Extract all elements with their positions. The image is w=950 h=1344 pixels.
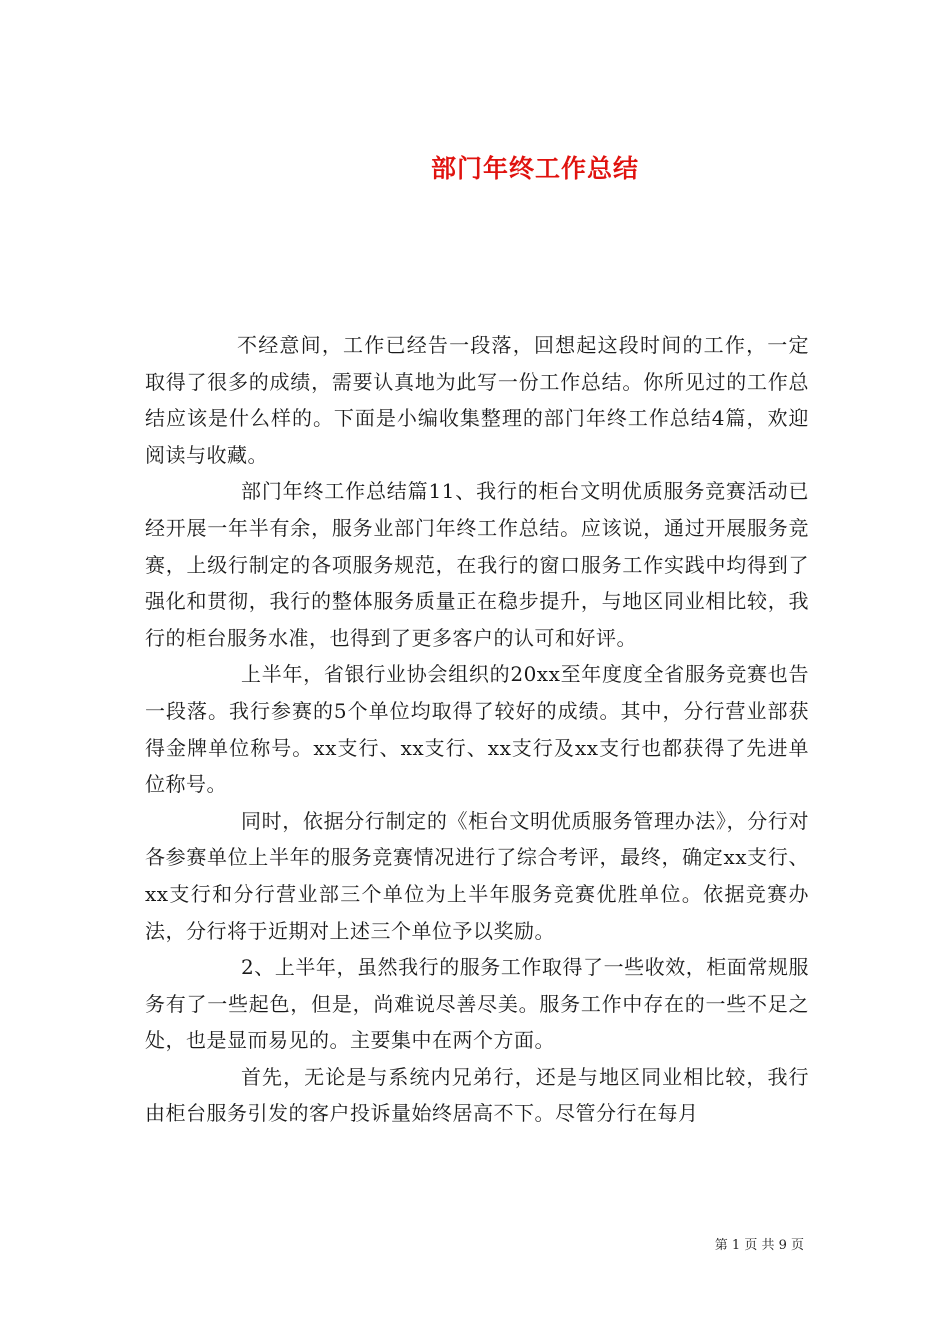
paragraph-4: 2、上半年，虽然我行的服务工作取得了一些收效，柜面常规服务有了一些起色，但是，尚难说尽善尽美。服务工作中存在的一些不足之处，也是显而易见的。主要集中在两个方面。 (145, 955, 809, 1053)
page-number-footer: 第 1 页 共 9 页 (714, 1238, 804, 1253)
paragraph-intro: 不经意间，工作已经告一段落，回想起这段时间的工作，一定取得了很多的成绩，需要认真地为此写一份工作总结。你所见过的工作总结应该是什么样的。下面是小编收集整理的部门年终工作总结4篇，欢迎阅读与收藏。 (145, 333, 809, 467)
paragraph-3: 同时，依据分行制定的《柜台文明优质服务管理办法》，分行对各参赛单位上半年的服务竞赛情况进行了综合考评，最终，确定xx支行、xx支行和分行营业部三个单位为上半年服务竞赛优胜单位。依据竞赛办法，分行将于近期对上述三个单位予以奖励。 (145, 808, 809, 943)
paragraph-5: 首先，无论是与系统内兄弟行，还是与地区同业相比较，我行由柜台服务引发的客户投诉量始终居高不下。尽管分行在每月 (145, 1064, 809, 1126)
document-body (145, 327, 809, 1132)
paragraph-1: 部门年终工作总结篇11、我行的柜台文明优质服务竞赛活动已经开展一年半有余，服务业部门年终工作总结。应该说，通过开展服务竞赛，上级行制定的各项服务规范，在我行的窗口服务工作实践中均得到了强化和贯彻，我行的整体服务质量正在稳步提升，与地区同业相比较，我行的柜台服务水准，也得到了更多客户的认可和好评。 (145, 479, 809, 650)
paragraph-2: 上半年，省银行业协会组织的20xx至年度度全省服务竞赛也告一段落。我行参赛的5个单位均取得了较好的成绩。其中，分行营业部获得金牌单位称号。xx支行、xx支行、xx支行及xx支行也都获得了先进单位称号。 (145, 662, 809, 797)
document-title: 部门年终工作总结 (430, 153, 639, 183)
